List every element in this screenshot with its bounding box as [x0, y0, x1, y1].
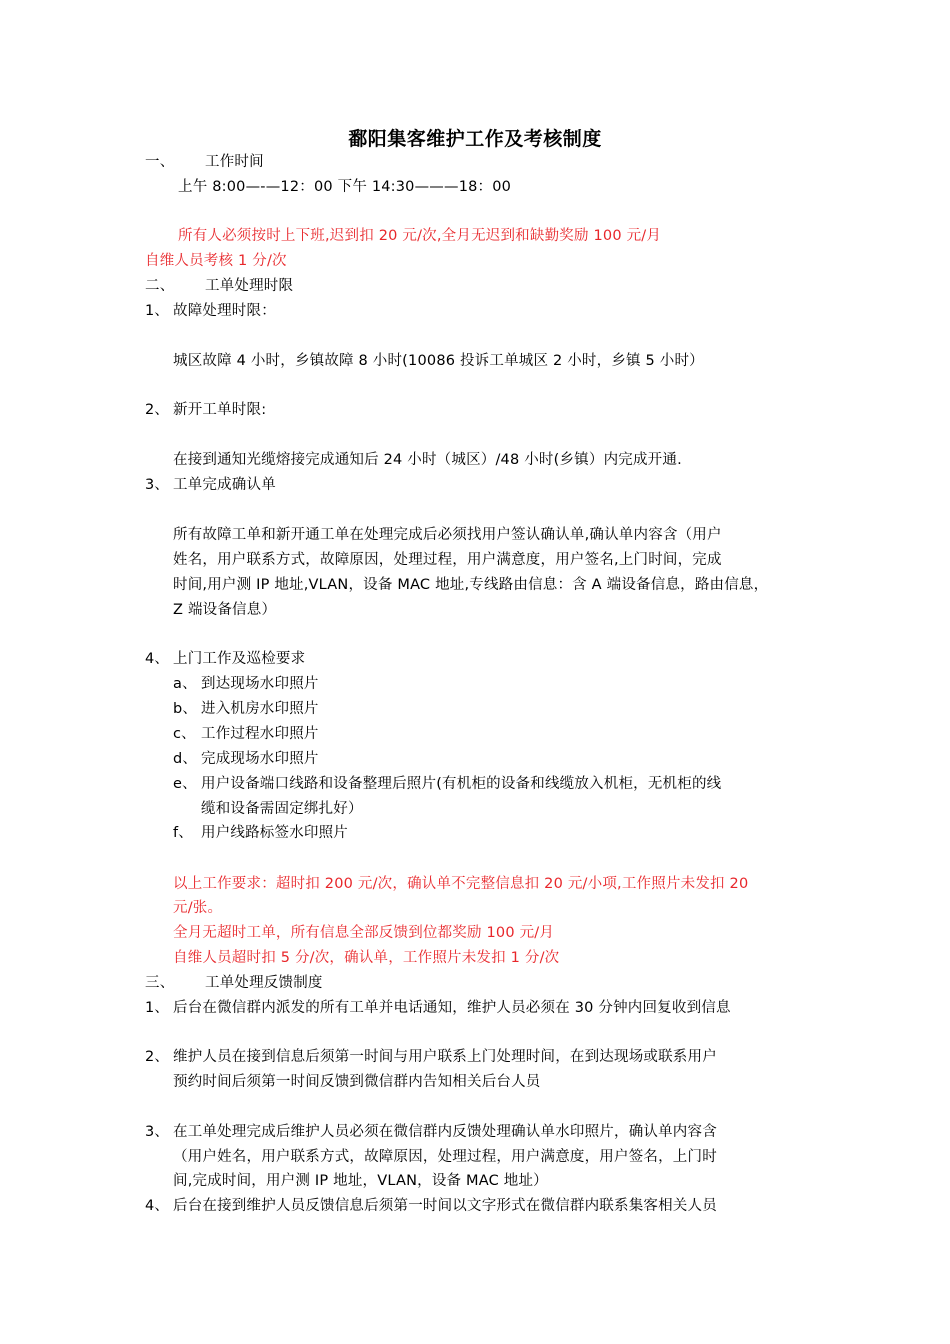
confirm-detail-line: 时间,用户测 IP 地址,VLAN，设备 MAC 地址,专线路由信息：含 A 端设备信息，路由信息， — [173, 577, 769, 593]
item-text: 完成现场水印照片 — [201, 751, 319, 767]
item-text-continuation: 间,完成时间，用户测 IP 地址，VLAN，设备 MAC 地址） — [173, 1173, 548, 1189]
section-number: 二、 — [145, 278, 175, 294]
onsite-item-continuation: 缆和设备需固定绑扎好） — [201, 801, 363, 817]
penalty-line: 元/张。 — [173, 900, 223, 916]
onsite-item — [173, 823, 348, 843]
item-text: 到达现场水印照片 — [201, 676, 319, 692]
onsite-item — [173, 674, 319, 694]
section-title: 工单处理反馈制度 — [205, 975, 323, 991]
item-text-continuation: （用户姓名，用户联系方式，故障原因，处理过程，用户满意度，用户签名，上门时 — [173, 1149, 717, 1165]
new-order-detail: 在接到通知光缆熔接完成通知后 24 小时（城区）/48 小时(乡镇）内完成开通. — [173, 452, 682, 468]
fault-time-detail: 城区故障 4 小时，乡镇故障 8 小时(10086 投诉工单城区 2 小时，乡镇 5 小时） — [173, 353, 704, 369]
item-label: 上门工作及巡检要求 — [173, 651, 306, 667]
list-item — [145, 400, 266, 420]
list-item — [145, 301, 276, 321]
list-item — [145, 475, 276, 495]
item-number: 3、 — [145, 1124, 170, 1140]
item-marker: f、 — [173, 825, 194, 841]
item-number: 1、 — [145, 1000, 170, 1016]
item-text: 用户线路标签水印照片 — [201, 825, 348, 841]
onsite-item — [173, 724, 319, 744]
item-number: 4、 — [145, 651, 170, 667]
item-marker: c、 — [173, 726, 196, 742]
onsite-item — [173, 774, 721, 794]
attendance-note: 所有人必须按时上下班,迟到扣 20 元/次,全月无迟到和缺勤奖励 100 元/月 — [178, 228, 662, 244]
section-3-heading — [145, 973, 323, 993]
item-label: 工单完成确认单 — [173, 477, 276, 493]
item-marker: a、 — [173, 676, 197, 692]
item-number: 1、 — [145, 303, 170, 319]
item-label: 故障处理时限： — [173, 303, 276, 319]
item-text: 后台在接到维护人员反馈信息后须第一时间以文字形式在微信群内联系集客相关人员 — [173, 1198, 717, 1214]
attendance-note-self: 自维人员考核 1 分/次 — [145, 253, 287, 269]
list-item — [145, 1047, 717, 1067]
self-penalty-line: 自维人员超时扣 5 分/次，确认单，工作照片未发扣 1 分/次 — [173, 950, 560, 966]
item-text: 后台在微信群内派发的所有工单并电话通知，维护人员必须在 30 分钟内回复收到信息 — [173, 1000, 731, 1016]
penalty-line: 以上工作要求：超时扣 200 元/次，确认单不完整信息扣 20 元/小项,工作照片未发扣 20 — [173, 876, 749, 892]
item-text: 工作过程水印照片 — [201, 726, 319, 742]
confirm-detail-line: 姓名，用户联系方式，故障原因，处理过程，用户满意度，用户签名,上门时间，完成 — [173, 552, 722, 568]
item-marker: e、 — [173, 776, 197, 792]
confirm-detail-line: 所有故障工单和新开通工单在处理完成后必须找用户签认确认单,确认单内容含（用户 — [173, 527, 722, 543]
item-text-continuation: 预约时间后须第一时间反馈到微信群内告知相关后台人员 — [173, 1074, 541, 1090]
item-number: 3、 — [145, 477, 170, 493]
list-item — [145, 1122, 717, 1142]
section-title: 工单处理时限 — [205, 278, 294, 294]
item-number: 2、 — [145, 402, 170, 418]
list-item — [145, 998, 731, 1018]
item-text: 在工单处理完成后维护人员必须在微信群内反馈处理确认单水印照片，确认单内容含 — [173, 1124, 717, 1140]
confirm-detail-line: Z 端设备信息） — [173, 602, 277, 618]
item-text: 进入机房水印照片 — [201, 701, 319, 717]
reward-line: 全月无超时工单，所有信息全部反馈到位都奖励 100 元/月 — [173, 925, 555, 941]
section-title: 工作时间 — [205, 154, 264, 170]
item-number: 4、 — [145, 1198, 170, 1214]
item-marker: b、 — [173, 701, 198, 717]
work-hours: 上午 8:00—-—12：00 下午 14:30———18：00 — [178, 179, 512, 195]
item-marker: d、 — [173, 751, 198, 767]
item-number: 2、 — [145, 1049, 170, 1065]
item-text: 用户设备端口线路和设备整理后照片(有机柜的设备和线缆放入机柜，无机柜的线 — [201, 776, 722, 792]
section-number: 三、 — [145, 975, 175, 991]
onsite-item — [173, 749, 319, 769]
section-1-heading — [145, 152, 264, 172]
section-number: 一、 — [145, 154, 175, 170]
item-label: 新开工单时限: — [173, 402, 267, 418]
document-title: 鄱阳集客维护工作及考核制度 — [348, 128, 602, 150]
section-2-heading — [145, 276, 293, 296]
list-item — [145, 649, 305, 669]
item-text: 维护人员在接到信息后须第一时间与用户联系上门处理时间，在到达现场或联系用户 — [173, 1049, 717, 1065]
list-item — [145, 1196, 717, 1216]
onsite-item — [173, 699, 319, 719]
